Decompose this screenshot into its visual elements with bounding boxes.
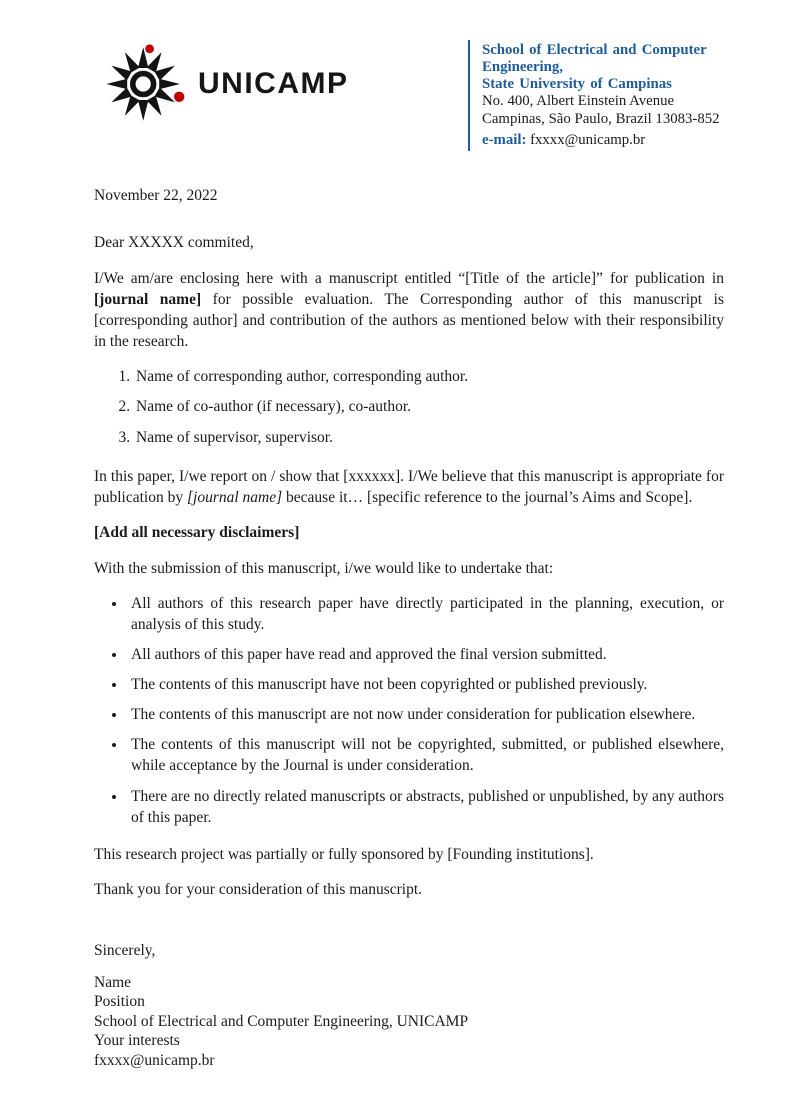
authors-list xyxy=(94,366,724,447)
sponsor-line: This research project was partially or fully sponsored by [Founding institutions]. xyxy=(94,845,594,863)
author-item: 2. Name of co-author (if necessary), co-author. xyxy=(134,396,724,417)
salutation: Dear XXXXX commited, xyxy=(94,234,254,252)
undertaking-item: • The contents of this manuscript will not be copyrighted, submitted, or published elsewhere, while acceptance by the Journal is under consideration. xyxy=(127,734,724,776)
street-address: No. 400, Albert Einstein Avenue xyxy=(482,93,675,110)
signature-email: fxxxx@unicamp.br xyxy=(94,1051,215,1069)
signature-interests: Your interests xyxy=(94,1032,180,1050)
text-segment: I/We am/are enclosing here with a manuscript entitled “[Title of the article]” for publication in xyxy=(94,270,724,288)
school-name-line2: Engineering, xyxy=(482,59,563,76)
text-segment: In this paper, I/we report on / show that [xxxxxx]. I/We believe that this manuscript is appropriate for publication by xyxy=(94,467,724,506)
city-address: Campinas, São Paulo, Brazil 13083-852 xyxy=(482,110,720,127)
undertake-line: With the submission of this manuscript, i/we would like to undertake that: xyxy=(94,559,554,577)
email-value: fxxxx@unicamp.br xyxy=(530,131,646,148)
undertaking-item: • There are no directly related manuscripts or abstracts, published or unpublished, by any authors of this paper. xyxy=(127,786,724,828)
text-segment: for possible evaluation. The Corresponding author of this manuscript is [corresponding author] and contribution of the authors as mentioned below with their responsibility in the research. xyxy=(94,291,724,351)
unicamp-wordmark: UNICAMP xyxy=(198,66,349,100)
journal-name-italic: [journal name] xyxy=(187,488,283,506)
undertaking-item: • The contents of this manuscript are not now under consideration for publication elsewhere. xyxy=(127,704,724,725)
undertaking-item: • All authors of this paper have read and approved the final version submitted. xyxy=(127,644,724,665)
signature-position: Position xyxy=(94,993,145,1011)
email-label: e-mail: xyxy=(482,131,527,148)
logo-red-dot-right xyxy=(174,92,184,102)
unicamp-logo xyxy=(102,44,349,124)
author-item: 3. Name of supervisor, supervisor. xyxy=(134,427,724,448)
letterhead xyxy=(102,40,724,151)
signature-name: Name xyxy=(94,973,132,991)
undertaking-item: • All authors of this research paper have directly participated in the planning, execution, or analysis of this study. xyxy=(127,593,724,635)
thanks-line: Thank you for your consideration of this manuscript. xyxy=(94,880,423,898)
report-paragraph xyxy=(94,466,724,508)
letterhead-address-block xyxy=(468,40,724,151)
undertakings-list xyxy=(94,593,724,828)
journal-name-bold: [journal name] xyxy=(94,291,202,309)
disclaimers-heading: [Add all necessary disclaimers] xyxy=(94,523,300,541)
undertaking-item: • The contents of this manuscript have not been copyrighted or published previously. xyxy=(127,674,724,695)
letter-date: November 22, 2022 xyxy=(94,186,218,204)
intro-paragraph xyxy=(94,268,724,352)
university-name: State University of Campinas xyxy=(482,76,672,93)
text-segment: because it… [specific reference to the journal’s Aims and Scope]. xyxy=(282,488,693,506)
signature-block xyxy=(94,973,724,1071)
closing: Sincerely, xyxy=(94,941,156,959)
logo-red-dot-top xyxy=(145,44,154,53)
email-line xyxy=(482,132,724,149)
unicamp-logo-icon xyxy=(102,44,186,124)
signature-affiliation: School of Electrical and Computer Engineering, UNICAMP xyxy=(94,1012,469,1030)
author-item: 1. Name of corresponding author, corresponding author. xyxy=(134,366,724,387)
school-name-line1: School of Electrical and Computer xyxy=(482,42,707,58)
